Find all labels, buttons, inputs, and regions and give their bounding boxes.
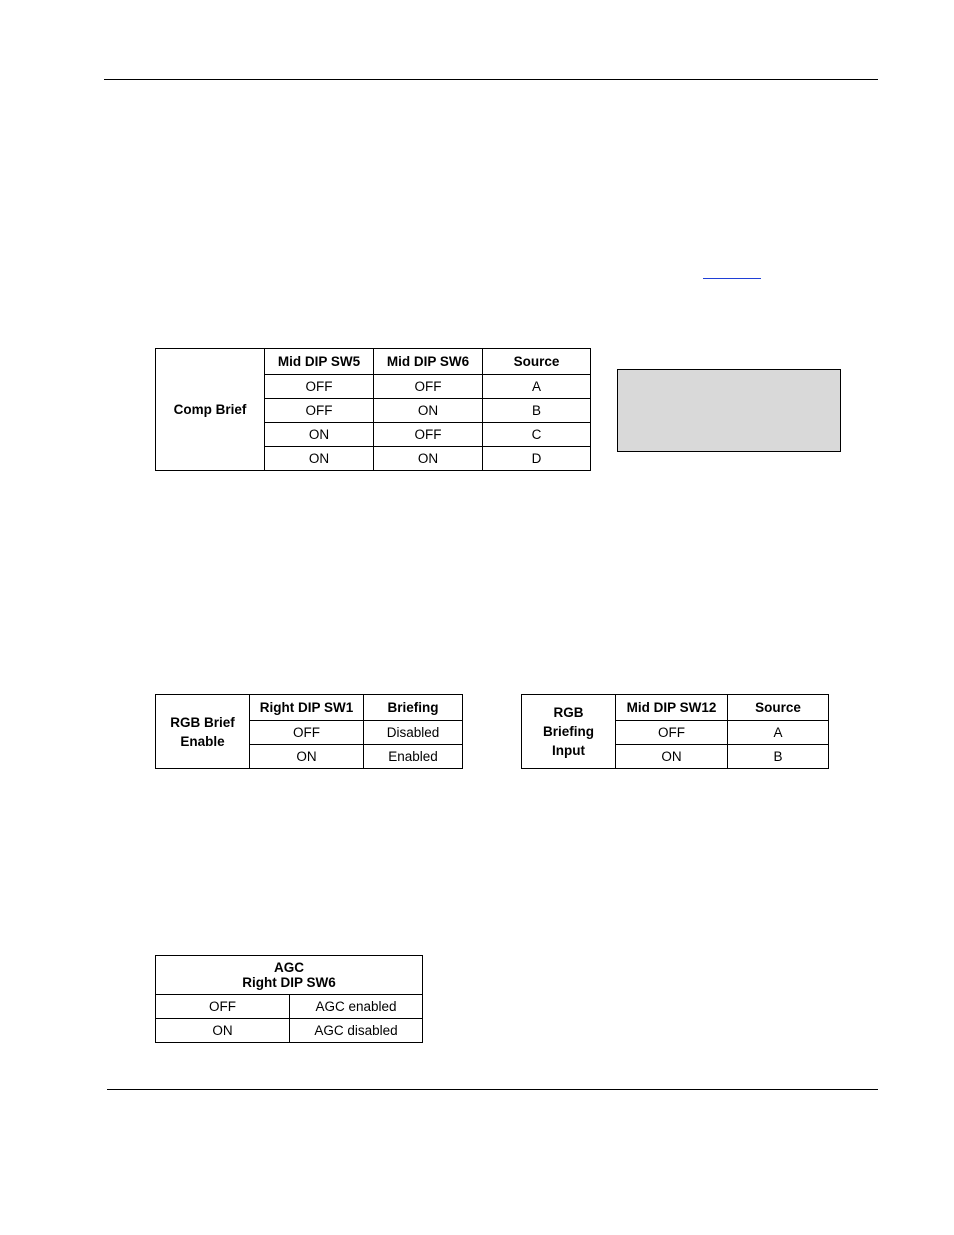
comp-brief-label: Comp Brief: [156, 349, 265, 471]
agc-header: [156, 956, 423, 995]
table-cell: B: [483, 399, 591, 423]
table-cell: OFF: [156, 995, 290, 1019]
col-header: Mid DIP SW12: [616, 695, 728, 721]
header-line: Right DIP SW6: [242, 975, 336, 990]
table-cell: B: [728, 745, 829, 769]
agc-table: [155, 955, 423, 1043]
table-cell: Disabled: [364, 721, 463, 745]
table-cell: A: [728, 721, 829, 745]
table-cell: ON: [374, 399, 483, 423]
table-cell: ON: [250, 745, 364, 769]
rgb-brief-enable-label: [156, 695, 250, 769]
label-line: RGB: [553, 705, 584, 720]
table-cell: ON: [265, 423, 374, 447]
header-line: AGC: [274, 960, 304, 975]
table-cell: OFF: [374, 423, 483, 447]
label-line: Briefing: [542, 724, 594, 739]
table-cell: OFF: [250, 721, 364, 745]
table-cell: OFF: [265, 375, 374, 399]
rgb-briefing-input-table: [521, 694, 829, 769]
label-line: Input: [552, 743, 585, 758]
rgb-briefing-input-label: [522, 695, 616, 769]
table-cell: ON: [374, 447, 483, 471]
table-cell: A: [483, 375, 591, 399]
table-cell: ON: [265, 447, 374, 471]
table-row: [156, 995, 423, 1019]
table-cell: OFF: [616, 721, 728, 745]
footer-rule: [107, 1089, 878, 1090]
label-line: RGB Brief: [170, 714, 235, 730]
label-line: Enable: [180, 733, 225, 749]
table-cell: C: [483, 423, 591, 447]
note-box: [617, 369, 841, 452]
col-header: Mid DIP SW6: [374, 349, 483, 375]
col-header: Source: [483, 349, 591, 375]
col-header: Briefing: [364, 695, 463, 721]
table-cell: OFF: [265, 399, 374, 423]
table-cell: AGC enabled: [290, 995, 423, 1019]
table-cell: OFF: [374, 375, 483, 399]
hyperlink-underline[interactable]: [703, 278, 761, 279]
rgb-brief-enable-table: [155, 694, 463, 769]
col-header: Mid DIP SW5: [265, 349, 374, 375]
table-cell: Enabled: [364, 745, 463, 769]
table-cell: AGC disabled: [290, 1019, 423, 1043]
col-header: Source: [728, 695, 829, 721]
table-cell: ON: [616, 745, 728, 769]
table-row: [156, 1019, 423, 1043]
header-rule: [104, 79, 878, 80]
comp-brief-table: [155, 348, 591, 471]
col-header: Right DIP SW1: [250, 695, 364, 721]
table-cell: D: [483, 447, 591, 471]
table-cell: ON: [156, 1019, 290, 1043]
